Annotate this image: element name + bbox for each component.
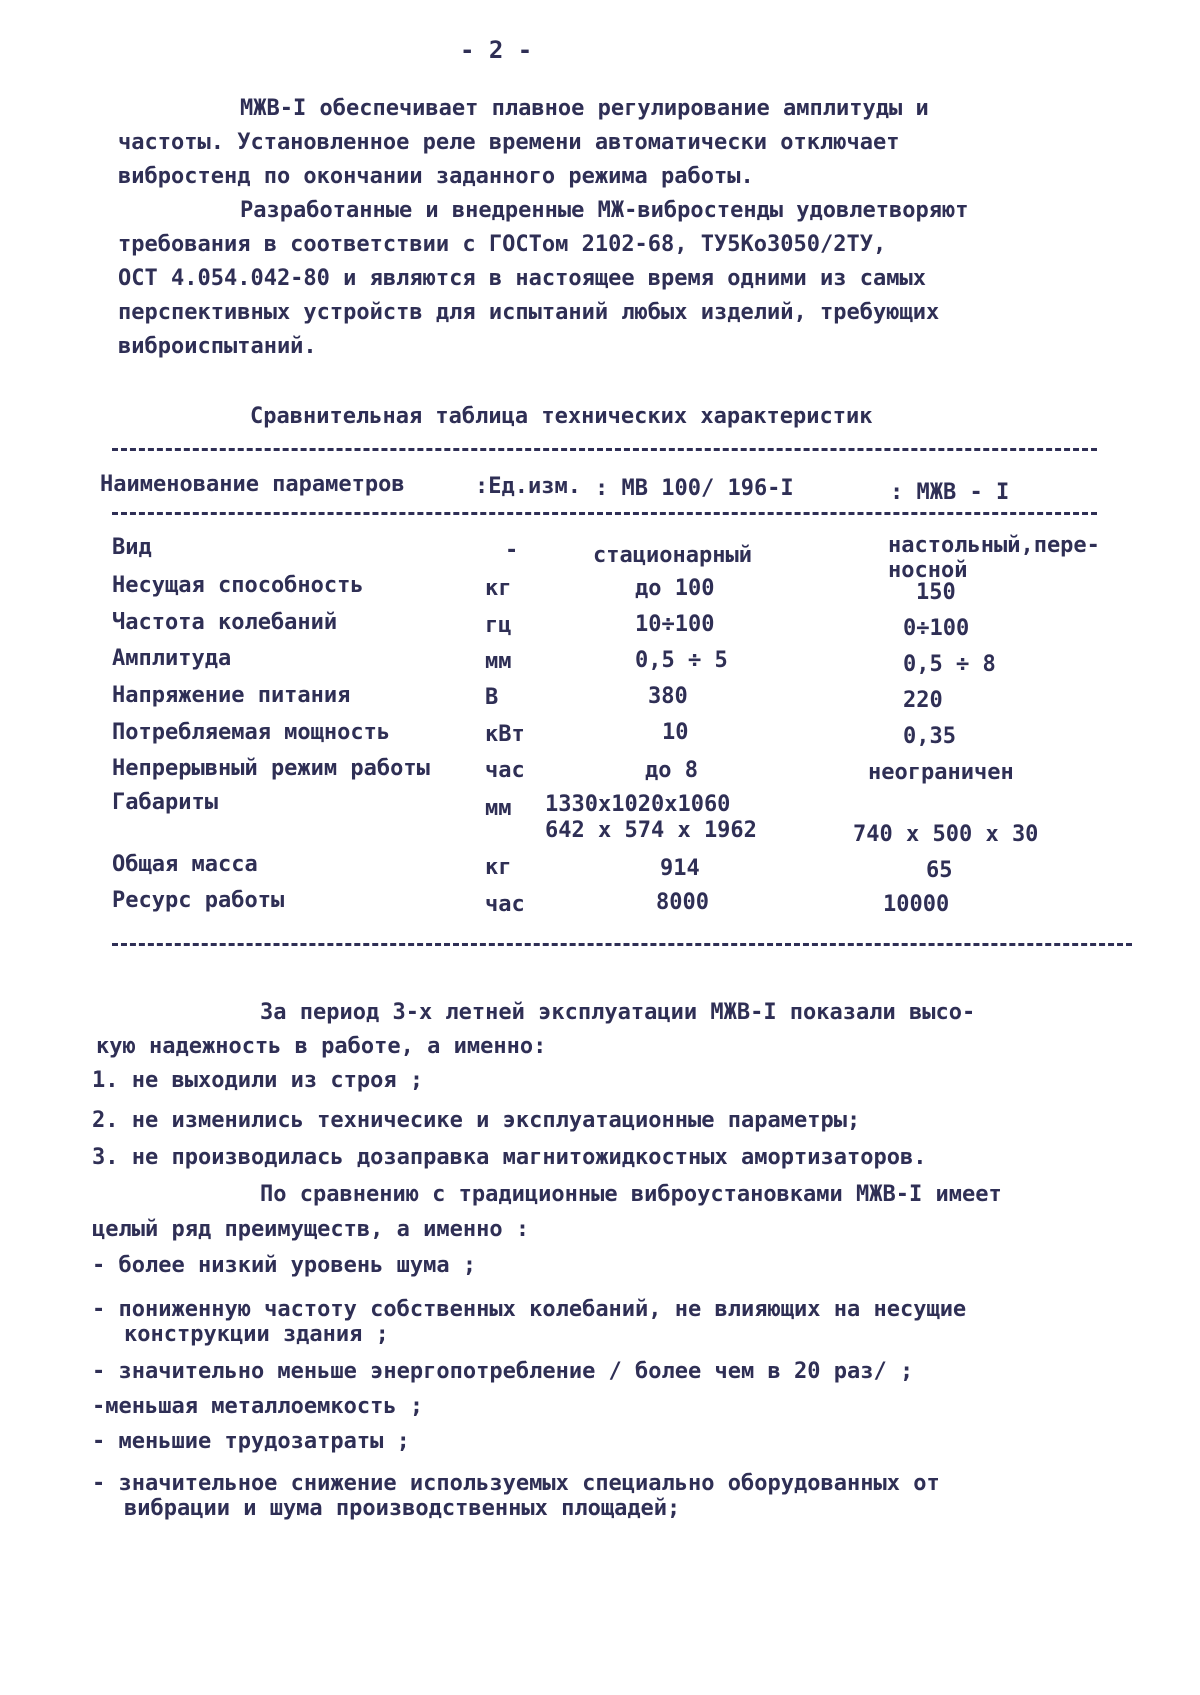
- advantage-item: [92, 1358, 1092, 1386]
- advantages-intro-line: целый ряд преимуществ, а именно :: [92, 1217, 530, 1242]
- reliability-item: 2. не изменились техничесике и эксплуатационные параметры;: [92, 1108, 861, 1133]
- row-unit: В: [485, 685, 499, 710]
- row-mv: 380: [648, 684, 688, 709]
- row-mv: 8000: [656, 890, 709, 915]
- row-mv: 914: [660, 856, 700, 881]
- advantage-item: [92, 1252, 1092, 1280]
- intro-line: виброиспытаний.: [118, 334, 317, 359]
- intro-line: вибростенд по окончании заданного режима работы.: [118, 164, 754, 189]
- row-mkv: 65: [926, 858, 953, 883]
- intro-line: МЖВ-I обеспечивает плавное регулирование амплитуды и: [240, 96, 929, 121]
- row-mv: 1330х1020х1060: [545, 792, 731, 817]
- row-mkv: 740 х 500 х 30: [853, 822, 1039, 847]
- advantage-line: - меньшие трудозатраты ;: [92, 1429, 410, 1454]
- row-mkv: 0,35: [903, 724, 956, 749]
- row-name: Потребляемая мощность: [112, 720, 391, 745]
- row-unit: мм: [485, 649, 512, 674]
- row-name: Ресурс работы: [112, 888, 285, 913]
- header-mv: : МВ 100/ 196-I: [595, 476, 794, 501]
- intro-line: Разработанные и внедренные МЖ-вибростенды удовлетворяют: [240, 198, 969, 223]
- reliability-intro-line: кую надежность в работе, а именно:: [96, 1034, 547, 1059]
- row-unit: -: [505, 538, 519, 563]
- row-mkv-cont: носной: [888, 558, 968, 583]
- advantage-item: [92, 1296, 1092, 1346]
- intro-line: перспективных устройств для испытаний любых изделий, требующих: [118, 300, 940, 325]
- reliability-intro-line: За период 3-х летней эксплуатации МЖВ-I показали высо-: [260, 1000, 976, 1025]
- row-unit: час: [485, 758, 525, 783]
- page-number: - 2 -: [460, 36, 533, 64]
- row-unit: гц: [485, 613, 512, 638]
- table-rule-bottom: [112, 943, 1132, 946]
- row-name: Вид: [112, 535, 152, 560]
- row-mkv: 0÷100: [903, 616, 970, 641]
- header-unit: :Ед.изм.: [475, 474, 581, 499]
- advantage-line: -меньшая металлоемкость ;: [92, 1394, 424, 1419]
- row-unit: кг: [485, 855, 512, 880]
- row-mkv: неограничен: [868, 760, 1014, 785]
- row-unit: кг: [485, 576, 512, 601]
- row-name: Амплитуда: [112, 646, 232, 671]
- advantage-item: [92, 1428, 1092, 1456]
- intro-paragraph: [118, 92, 1078, 364]
- advantage-line: - более низкий уровень шума ;: [92, 1253, 477, 1278]
- row-mkv: 10000: [883, 892, 950, 917]
- intro-line: ОСТ 4.054.042-80 и являются в настоящее время одними из самых: [118, 266, 926, 291]
- row-mv: до 100: [635, 576, 715, 601]
- row-mv: до 8: [645, 758, 698, 783]
- advantage-line: конструкции здания ;: [124, 1322, 389, 1347]
- row-mv: стационарный: [593, 543, 752, 568]
- intro-line: частоты. Установленное реле времени автоматически отключает: [118, 130, 900, 155]
- header-mkv: : МЖВ - I: [890, 480, 1010, 505]
- row-mv: 10: [662, 720, 689, 745]
- row-mkv: 220: [903, 688, 943, 713]
- intro-line: требования в соответствии с ГОСТом 2102-68, ТУ5Ко3050/2ТУ,: [118, 232, 887, 257]
- table-title: Сравнительная таблица технических характеристик: [250, 404, 873, 429]
- advantage-item: [92, 1393, 1092, 1421]
- row-name: Частота колебаний: [112, 610, 338, 635]
- row-name: Габариты: [112, 790, 218, 815]
- row-name: Напряжение питания: [112, 683, 351, 708]
- row-mv: 0,5 ÷ 5: [635, 648, 728, 673]
- row-name: Непрерывный режим работы: [112, 756, 430, 781]
- row-unit: кВт: [485, 722, 525, 747]
- row-mv: 10÷100: [635, 612, 715, 637]
- table-rule-header: [112, 512, 1097, 515]
- row-unit: час: [485, 892, 525, 917]
- table-rule-top: [112, 448, 1097, 451]
- reliability-item: 3. не производилась дозаправка магнитожидкостных амортизаторов.: [92, 1145, 927, 1170]
- advantage-line: вибрации и шума производственных площадей;: [124, 1496, 681, 1521]
- row-mkv: 150: [916, 580, 956, 605]
- row-mkv: 0,5 ÷ 8: [903, 652, 996, 677]
- row-unit: мм: [485, 796, 512, 821]
- advantage-line: - значительно меньше энергопотребление / более чем в 20 раз/ ;: [92, 1359, 914, 1384]
- row-mv-cont: 642 х 574 х 1962: [545, 818, 757, 843]
- row-mkv: настольный,пере-: [888, 533, 1100, 558]
- reliability-item: 1. не выходили из строя ;: [92, 1068, 424, 1093]
- advantage-line: - значительное снижение используемых специально оборудованных от: [92, 1471, 940, 1496]
- advantage-line: - пониженную частоту собственных колебаний, не влияющих на несущие: [92, 1297, 967, 1322]
- header-name: Наименование параметров: [100, 472, 405, 497]
- row-name: Несущая способность: [112, 573, 364, 598]
- row-name: Общая масса: [112, 852, 258, 877]
- advantages-intro-line: По сравнению с традиционные виброустановками МЖВ-I имеет: [260, 1182, 1002, 1207]
- advantage-item: [92, 1470, 1092, 1520]
